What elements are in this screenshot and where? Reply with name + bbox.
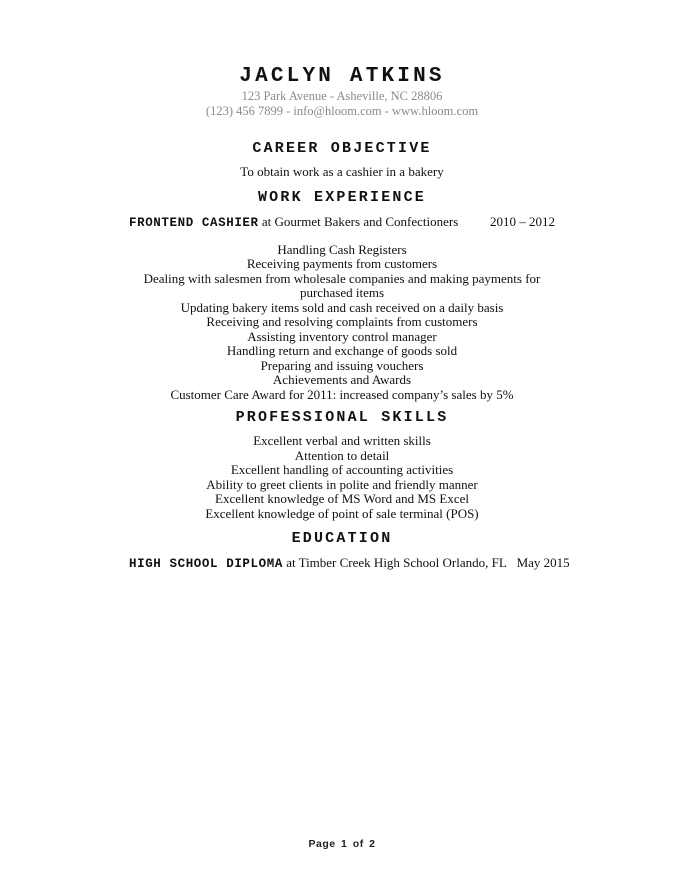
degree-title: HIGH SCHOOL DIPLOMA: [129, 557, 283, 571]
duty-line: Handling return and exchange of goods sold: [226, 343, 458, 358]
job-employer: at Gourmet Bakers and Confectioners: [258, 213, 459, 229]
skill-line: Ability to greet clients in polite and friendly manner: [206, 476, 478, 492]
education-line: [129, 555, 570, 571]
work-experience-heading: WORK EXPERIENCE: [257, 188, 427, 206]
duty-line: Assisting inventory control manager: [247, 328, 437, 344]
achievement-line: Customer Care Award for 2011: increased company’s sales by 5%: [170, 386, 514, 402]
skill-line: Excellent verbal and written skills: [253, 433, 431, 448]
career-objective-text: To obtain work as a cashier in a bakery: [240, 164, 444, 179]
duty-line: Updating bakery items sold and cash received on a daily basis: [180, 299, 504, 315]
career-objective-heading: CAREER OBJECTIVE: [252, 140, 432, 157]
address-line: 123 Park Avenue - Asheville, NC 28806: [241, 89, 443, 103]
applicant-name: JACLYN ATKINS: [239, 65, 445, 88]
resume-header: [0, 0, 684, 119]
job-title: FRONTEND CASHIER: [129, 215, 259, 230]
page-of-label: of: [352, 838, 364, 850]
duty-line: Handling Cash Registers: [277, 241, 407, 257]
school-name: at Timber Creek High School Orlando, FL: [282, 555, 507, 570]
education-heading: EDUCATION: [291, 530, 393, 547]
page-label: Page: [308, 838, 336, 850]
duty-line: Receiving and resolving complaints from customers: [206, 314, 478, 329]
duty-line: Preparing and issuing vouchers: [260, 357, 424, 373]
page-current: 1: [341, 838, 348, 850]
skill-line: Excellent knowledge of MS Word and MS Excel: [215, 491, 469, 506]
duty-line: purchased items: [299, 285, 385, 300]
work-duties-list: [0, 243, 684, 403]
contact-line: (123) 456 7899 - info@hloom.com - www.hloom.com: [205, 104, 479, 118]
duty-line: Dealing with salesmen from wholesale companies and making payments for: [143, 270, 541, 286]
skill-line: Attention to detail: [294, 447, 390, 463]
duty-line: Receiving payments from customers: [246, 256, 438, 271]
professional-skills-heading: PROFESSIONAL SKILLS: [235, 409, 449, 426]
skill-line: Excellent handling of accounting activities: [230, 462, 454, 477]
achievements-heading: Achievements and Awards: [272, 372, 412, 387]
job-entry: [0, 214, 684, 232]
job-heading: [129, 214, 458, 230]
skill-line: Excellent knowledge of point of sale terminal (POS): [205, 505, 479, 521]
education-date: May 2015: [516, 555, 570, 570]
page-number-footer: [0, 838, 684, 850]
skills-list: [0, 434, 684, 521]
education-entry: [0, 555, 684, 573]
page-total: 2: [369, 838, 376, 850]
job-dates: 2010 – 2012: [490, 213, 555, 229]
